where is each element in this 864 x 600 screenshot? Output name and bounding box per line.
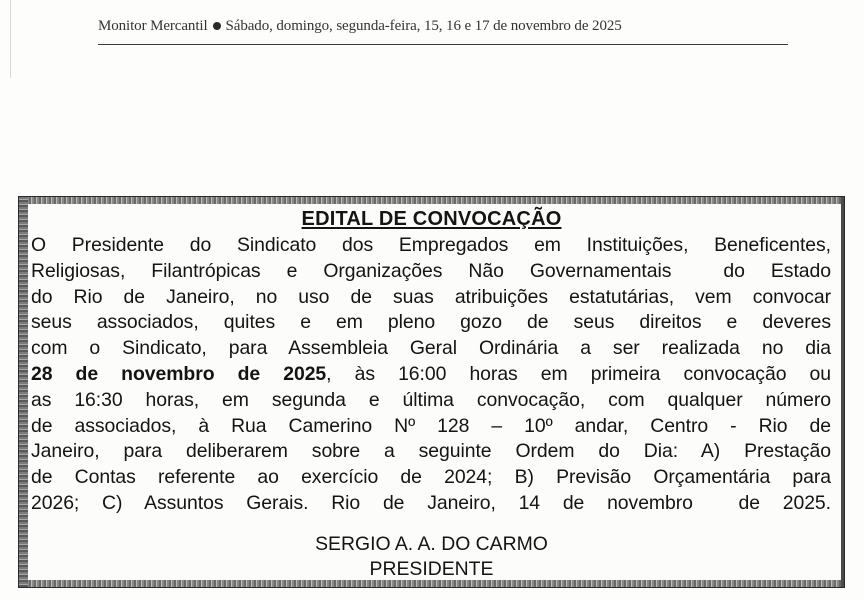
notice-line: Janeiro, para deliberarem sobre a seguinte Ordem do Dia: A) Prestação — [31, 440, 831, 463]
notice-title: EDITAL DE CONVOCAÇÃO — [301, 208, 562, 230]
notice-border-right — [841, 197, 844, 587]
notice-line: do Rio de Janeiro, no uso de suas atribuições estatutárias, vem convocar — [31, 285, 831, 308]
issue-dateline: Sábado, domingo, segunda-feira, 15, 16 e 17 de novembro de 2025 — [225, 18, 622, 34]
notice-line: O Presidente do Sindicato dos Empregados em Instituições, Beneficentes, — [31, 234, 831, 256]
notice-body — [31, 233, 831, 517]
scan-edge-line — [10, 0, 11, 78]
notice-line: com o Sindicato, para Assembleia Geral Ordinária a ser realizada no dia — [31, 337, 831, 360]
newspaper-masthead — [98, 18, 788, 45]
notice-line: seus associados, quites e em pleno gozo de seus direitos e deveres — [31, 311, 831, 334]
notice-line: de Contas referente ao exercício de 2024; B) Previsão Orçamentária para — [31, 466, 831, 489]
newspaper-name: Monitor Mercantil — [98, 18, 208, 34]
notice-border-top — [19, 197, 844, 204]
convocation-notice — [18, 196, 845, 588]
notice-line: as 16:30 horas, em segunda e última convocação, com qualquer número — [31, 388, 831, 411]
notice-line: 28 de novembro de 2025, às 16:00 horas em primeira convocação ou — [31, 362, 831, 385]
bullet-icon — [213, 22, 221, 30]
signer-name: SERGIO A. A. DO CARMO — [315, 533, 548, 555]
notice-line: Religiosas, Filantrópicas e Organizações Não Governamentais do Estado — [31, 259, 831, 282]
notice-line: de associados, à Rua Camerino Nº 128 – 10º andar, Centro - Rio de — [31, 414, 831, 437]
signer-role: PRESIDENTE — [369, 558, 494, 580]
notice-line: 2026; C) Assuntos Gerais. Rio de Janeiro, 14 de novembro de 2025. — [31, 491, 831, 514]
notice-border-left — [19, 197, 28, 587]
meeting-date: 28 de novembro de 2025 — [31, 362, 327, 385]
